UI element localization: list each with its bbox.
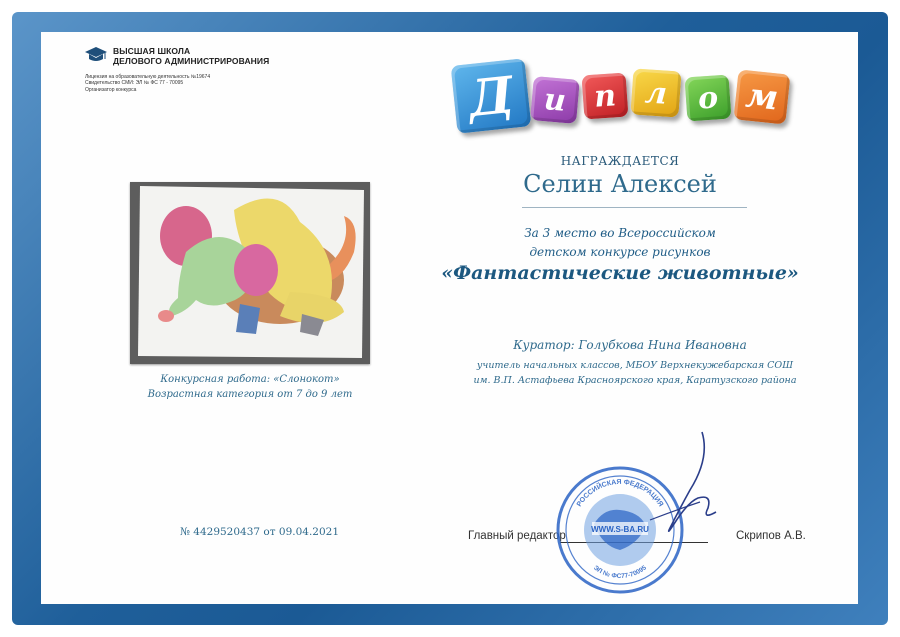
recipient-underline <box>522 207 747 208</box>
organizer-license <box>85 74 210 93</box>
contest-name: «Фантастические животные» <box>441 262 799 284</box>
award-reason <box>470 224 770 262</box>
svg-text:ЭЛ № ФС77-70095 <box>592 564 648 580</box>
title-letter-tile: л <box>630 68 681 117</box>
artwork-title: Конкурсная работа: «Слонокот» <box>160 374 340 385</box>
organizer-name-line1: ВЫСШАЯ ШКОЛА <box>113 46 191 56</box>
organizer-name <box>113 46 269 66</box>
artwork-drawing <box>130 182 370 364</box>
title-letter-tile: Д <box>451 58 532 133</box>
title-letter-tile: м <box>734 69 791 124</box>
artwork-caption <box>130 372 370 402</box>
graduation-cap-icon <box>85 46 107 64</box>
reason-line: детском конкурсе рисунков <box>529 245 711 259</box>
recipient-name: Селин Алексей <box>523 170 717 198</box>
curator-desc-line: им. В.П. Астафьева Красноярского края, Каратузского района <box>473 375 797 386</box>
title-letter-tile: и <box>530 76 580 124</box>
diploma-title <box>450 60 795 140</box>
title-letter-tile: п <box>582 73 629 120</box>
age-category: Возрастная категория от 7 до 9 лет <box>147 389 353 400</box>
stamp-site: WWW.S-BA.RU <box>591 525 649 534</box>
organizer-role-line: Организатор конкурса <box>85 86 137 93</box>
curator-line: Куратор: Голубкова Нина Ивановна <box>513 338 747 352</box>
signature-name: Скрипов А.В. <box>736 530 806 542</box>
artwork-photo <box>130 182 370 364</box>
reason-line: За 3 место во Всероссийском <box>524 226 716 240</box>
handwritten-signature <box>640 428 730 538</box>
stamp-country: РОССИЙСКАЯ ФЕДЕРАЦИЯ <box>575 478 665 509</box>
document-number: № 4429520437 от 09.04.2021 <box>180 526 340 538</box>
curator-desc-line: учитель начальных классов, МБОУ Верхнекужебарская СОШ <box>476 360 794 371</box>
license-line: Лицензия на образовательную деятельность №19674 <box>85 74 211 80</box>
title-letter-tile: о <box>685 75 732 122</box>
curator-description <box>455 358 815 388</box>
organizer-name-line2: ДЕЛОВОГО АДМИНИСТРИРОВАНИЯ <box>113 56 270 66</box>
signature-role: Главный редактор <box>468 530 566 542</box>
media-certificate-line: Свидетельство СМИ: ЭЛ № ФС 77 - 70095 <box>85 80 184 87</box>
awarded-label: НАГРАЖДАЕТСЯ <box>560 154 680 168</box>
stamp-certificate: ЭЛ № ФС77-70095 <box>592 564 648 581</box>
organizer-logo <box>85 46 269 66</box>
